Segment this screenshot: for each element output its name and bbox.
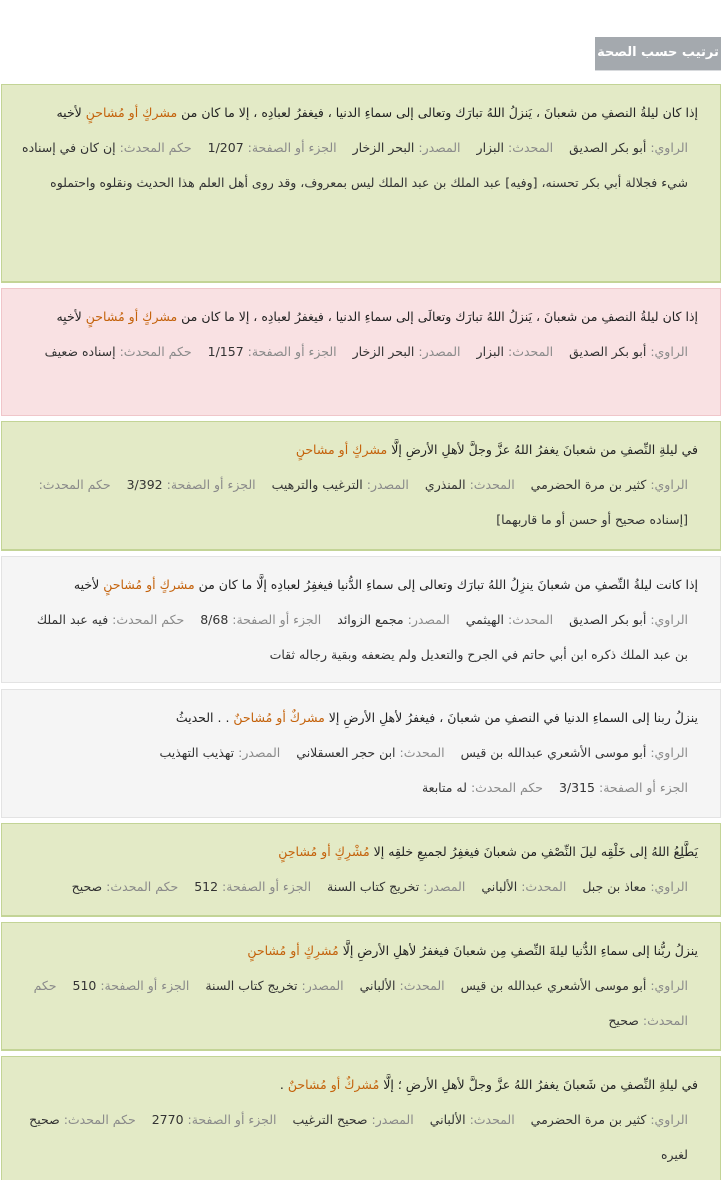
hadith-meta <box>22 968 698 1038</box>
ruling-value: فيه عبد الملك بن عبد الملك ذكره ابن أبي حاتم في الجرح والتعديل ولم يضعفه وبقية رجاله ثقات <box>36 612 688 662</box>
highlighted-term: مشركٍ أو مُشاحنٍ <box>85 309 178 324</box>
narrator-value[interactable]: أبو موسى الأشعري عبدالله بن قيس <box>460 978 647 993</box>
muhaddith-value[interactable]: البزار <box>476 140 504 155</box>
source-value[interactable]: البحر الزخار <box>352 140 415 155</box>
sort-by-authenticity-button[interactable]: ترتيب حسب الصحة <box>595 37 721 71</box>
muhaddith-value[interactable]: الألباني <box>359 978 396 993</box>
highlighted-term: مشركٌ أو مُشاحنٌ <box>233 710 325 725</box>
narrator-label: الراوي: <box>650 745 688 760</box>
hadith-result-card <box>1 421 721 551</box>
top-bar <box>0 0 721 84</box>
ruling-label: حكم المحدث: <box>106 879 179 894</box>
ruling-value: صحيح لغيره <box>29 1112 688 1162</box>
ruling-label: حكم المحدث: <box>33 978 688 1028</box>
muhaddith-label: المحدث: <box>469 477 515 492</box>
ruling-value: له متابعة <box>421 780 467 795</box>
page-label: الجزء أو الصفحة: <box>247 344 337 359</box>
hadith-result-card <box>1 288 721 416</box>
narrator-label: الراوي: <box>650 140 688 155</box>
narrator-label: الراوي: <box>650 1112 688 1127</box>
page-label: الجزء أو الصفحة: <box>222 879 312 894</box>
ruling-value: إن كان في إسناده شيء فجلالة أبي بكر تحسنه، [وفيه] عبد الملك بن عبد الملك ليس بمعروف، وقد روى أهل العلم هذا الحديث ونقلوه واحتملوه <box>22 140 688 190</box>
ruling-label: حكم المحدث: <box>119 140 192 155</box>
highlighted-term: مُشْرِكٍ أو مُشاحِنٍ <box>278 844 370 859</box>
ruling-label: حكم المحدث: <box>119 344 192 359</box>
ruling-label: حكم المحدث: <box>63 1112 136 1127</box>
muhaddith-label: المحدث: <box>521 879 567 894</box>
narrator-label: الراوي: <box>650 344 688 359</box>
source-label: المصدر: <box>407 612 450 627</box>
ruling-value: [إسناده صحيح أو حسن أو ما قاربهما] <box>496 512 688 527</box>
narrator-value[interactable]: أبو بكر الصديق <box>569 344 647 359</box>
source-value[interactable]: تخريج كتاب السنة <box>205 978 298 993</box>
muhaddith-label: المحدث: <box>399 745 445 760</box>
page-label: الجزء أو الصفحة: <box>166 477 256 492</box>
source-value[interactable]: الترغيب والترهيب <box>271 477 363 492</box>
source-label: المصدر: <box>423 879 466 894</box>
page-value: 1/157 <box>207 344 244 359</box>
source-value[interactable]: البحر الزخار <box>352 344 415 359</box>
narrator-label: الراوي: <box>650 978 688 993</box>
highlighted-term: مُشرِكٍ أو مُشاحنٍ <box>247 943 339 958</box>
page-value: 2770 <box>151 1112 184 1127</box>
hadith-result-card <box>1 922 721 1051</box>
page-value: 512 <box>194 879 219 894</box>
source-label: المصدر: <box>371 1112 414 1127</box>
page-value: 8/68 <box>200 612 229 627</box>
hadith-text[interactable]: في ليلةِ النِّصفِ من شعبانَ يغفرُ اللهُ عزَّ وجلَّ لأهلِ الأرضِ إلَّا مشركٍ أو مشاحنٍ <box>295 442 698 457</box>
page-value: 3/392 <box>126 477 163 492</box>
ruling-label: حكم المحدث: <box>112 612 185 627</box>
hadith-meta <box>22 130 698 200</box>
highlighted-term: مشركٍ أو مُشاحنٍ <box>103 577 195 592</box>
narrator-label: الراوي: <box>650 477 688 492</box>
source-label: المصدر: <box>418 140 461 155</box>
muhaddith-value[interactable]: ابن حجر العسقلاني <box>296 745 396 760</box>
page-value: 510 <box>72 978 97 993</box>
source-value[interactable]: تهذيب التهذيب <box>159 745 235 760</box>
source-label: المصدر: <box>366 477 409 492</box>
source-label: المصدر: <box>238 745 281 760</box>
muhaddith-value[interactable]: الألباني <box>481 879 518 894</box>
ruling-value: صحيح <box>71 879 103 894</box>
narrator-value[interactable]: كثير بن مرة الحضرمي <box>530 477 647 492</box>
muhaddith-value[interactable]: الألباني <box>429 1112 466 1127</box>
source-label: المصدر: <box>301 978 344 993</box>
muhaddith-value[interactable]: المنذري <box>424 477 466 492</box>
page-value: 1/207 <box>207 140 244 155</box>
narrator-label: الراوي: <box>650 879 688 894</box>
hadith-meta <box>22 869 698 904</box>
source-value[interactable]: مجمع الزوائد <box>337 612 404 627</box>
hadith-result-card <box>1 1056 721 1180</box>
narrator-label: الراوي: <box>650 612 688 627</box>
hadith-result-card <box>1 689 721 818</box>
hadith-meta <box>22 602 698 672</box>
muhaddith-label: المحدث: <box>507 612 554 627</box>
hadith-meta <box>22 467 698 537</box>
narrator-value[interactable]: معاذ بن جبل <box>582 879 647 894</box>
source-value[interactable]: صحيح الترغيب <box>292 1112 368 1127</box>
hadith-text[interactable]: إذا كان ليلةُ النصفِ من شعبانَ ، يَنزلُ اللهُ تبارَك وتعالَى إلى سماءِ الدنيا ، فيغفرُ لعبادِه ، إلا ما كان من مشركٍ أو مُشاحنٍ لأخيِه <box>56 309 698 324</box>
hadith-meta <box>22 334 698 369</box>
ruling-value: صحيح <box>608 1013 639 1028</box>
narrator-value[interactable]: أبو بكر الصديق <box>569 612 647 627</box>
page-label: الجزء أو الصفحة: <box>100 978 190 993</box>
page-label: الجزء أو الصفحة: <box>598 780 688 795</box>
muhaddith-label: المحدث: <box>507 344 554 359</box>
ruling-value: إسناده ضعيف <box>44 344 116 359</box>
highlighted-term: مُشركٌ أو مُشاحنٌ <box>287 1077 380 1092</box>
hadith-text[interactable]: يَطَّلِعُ اللهُ إلى خَلْقِه ليلَ النِّصْفِ من شعبانَ فيغفِرُ لجميعِ خلقِه إلا مُشْرِكٍ أو مُشاحِنٍ <box>278 844 698 859</box>
highlighted-term: مشركٍ أو مُشاحنٍ <box>85 105 178 120</box>
hadith-meta <box>22 1102 698 1172</box>
page-label: الجزء أو الصفحة: <box>187 1112 277 1127</box>
highlighted-term: مشركٍ أو مشاحنٍ <box>295 442 388 457</box>
hadith-result-card <box>1 556 721 683</box>
narrator-value[interactable]: أبو موسى الأشعري عبدالله بن قيس <box>460 745 647 760</box>
hadith-meta <box>22 735 698 805</box>
ruling-label: حكم المحدث: <box>38 477 111 492</box>
hadith-result-card <box>1 84 721 283</box>
source-label: المصدر: <box>418 344 461 359</box>
page-label: الجزء أو الصفحة: <box>232 612 322 627</box>
ruling-label: حكم المحدث: <box>470 780 543 795</box>
hadith-text[interactable]: إذا كانت ليلةُ النِّصفِ من شعبانَ ينزِلُ اللهُ تبارَك وتعالى إلى سماءِ الدُّنيا فيغفِرُ لعبادِه إلَّا ما كان من مشركٍ أو مُشاحنٍ لأخيه <box>73 577 698 592</box>
narrator-value[interactable]: كثير بن مرة الحضرمي <box>530 1112 647 1127</box>
muhaddith-value[interactable]: الهيثمي <box>465 612 504 627</box>
hadith-result-card <box>1 823 721 917</box>
muhaddith-label: المحدث: <box>399 978 445 993</box>
page-label: الجزء أو الصفحة: <box>247 140 337 155</box>
page-value: 3/315 <box>558 780 595 795</box>
hadith-text[interactable]: ينزلُ ربنا إلى السماءِ الدنيا في النصفِ من شعبانَ ، فيغفرُ لأهلِ الأرضِ إلا مشركٌ أو مُشاحنٌ . . الحديثُ <box>175 710 698 725</box>
hadith-text[interactable]: في ليلةِ النِّصفِ من شَعبانَ يغفرُ اللهُ عزَّ وجلَّ لأهلِ الأرضِ ؛ إلَّا مُشركٌ أو مُشاحنٌ . <box>279 1077 698 1092</box>
muhaddith-value[interactable]: البزار <box>476 344 504 359</box>
source-value[interactable]: تخريج كتاب السنة <box>327 879 420 894</box>
muhaddith-label: المحدث: <box>507 140 554 155</box>
hadith-text[interactable]: إذا كان ليلةُ النصفِ من شعبانَ ، يَنزلُ اللهُ تبارَك وتعالى إلى سماءِ الدنيا ، فيغفرُ لعبادِه ، إلا ما كان من مشركٍ أو مُشاحنٍ لأخيه <box>56 105 698 120</box>
muhaddith-label: المحدث: <box>469 1112 515 1127</box>
hadith-text[interactable]: ينزلُ ربُّنا إلى سماءِ الدُّنيا ليلةَ النِّصفِ مِن شعبانَ فيغفرُ لأهلِ الأرضِ إلَّا مُشرِكٍ أو مُشاحنٍ <box>247 943 698 958</box>
narrator-value[interactable]: أبو بكر الصديق <box>569 140 647 155</box>
